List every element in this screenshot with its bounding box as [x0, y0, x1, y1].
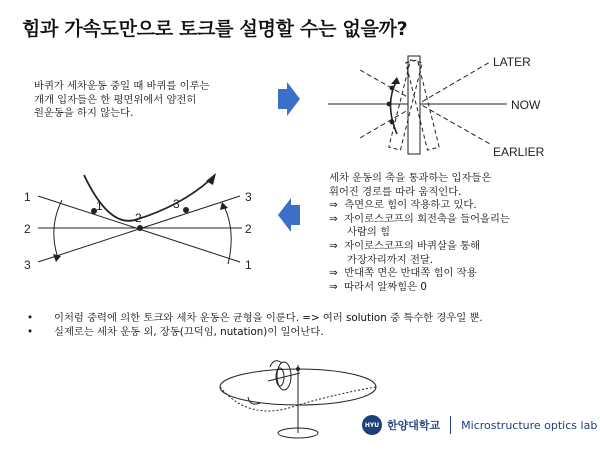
implication-item: ⇒ 자이로스코프의 바퀴살을 통해 [329, 239, 481, 252]
lab-name: Microstructure optics lab [461, 418, 598, 432]
particle-dot [390, 86, 395, 91]
wheel-now [408, 56, 420, 154]
list-item: • 이처럼 중력에 의한 토크와 세차 운동은 균형을 이룬다. => 여러 solution 중 특수한 경우일 뿐. [27, 312, 483, 324]
implication-item: ⇒ 반대쪽 면은 반대쪽 힘이 작용 [329, 267, 477, 280]
label-right-3: 3 [245, 190, 252, 204]
label-right-1: 1 [245, 258, 252, 272]
implication-item: ⇒ 측면으로 힘이 작용하고 있다. [329, 199, 477, 212]
arc-right [224, 206, 231, 264]
implication-item: ⇒ 따라서 알짜힘은 0 [329, 280, 427, 293]
right-arrow-icon [278, 82, 300, 116]
point-3 [183, 207, 189, 213]
now-label: NOW [511, 98, 541, 112]
particle-dot [390, 120, 395, 125]
earlier-line [360, 70, 490, 144]
bullet-list [27, 311, 483, 339]
point-2 [137, 225, 143, 231]
particle-curve [84, 175, 210, 221]
particle-dot [387, 102, 392, 107]
path-explanation-text: 세차 운동의 축을 통과하는 입자들은 휘어진 경로를 따라 움직인다. ⇒ 측면으로 힘이 작용하고 있다. ⇒ 자이로스코프의 회전축을 들어올리는 사람의 힘 ⇒ 자이로스코프의 바퀴살을 통해 가장자리까지 전달. ⇒ 반대쪽 면은 반대쪽 힘이 작용 ⇒ 따라서 알짜힘은 0 [329, 172, 510, 293]
divider [450, 416, 451, 434]
footer-logo [362, 415, 597, 435]
later-label: LATER [493, 55, 531, 69]
label-left-1: 1 [24, 190, 31, 204]
label-point-3: 3 [173, 197, 180, 211]
earlier-label: EARLIER [493, 145, 545, 159]
label-left-2: 2 [24, 222, 31, 236]
later-line [360, 62, 490, 138]
label-right-2: 2 [245, 222, 252, 236]
arc-left [54, 200, 62, 258]
list-item: • 실제로는 세차 운동 외, 장동(끄덕임, nutation)이 일어난다. [27, 326, 324, 338]
implication-item: ⇒ 자이로스코프의 회전축을 들어올리는 [329, 212, 510, 225]
page-title: 힘과 가속도만으로 토크를 설명할 수는 없을까? [22, 18, 408, 40]
label-left-3: 3 [24, 258, 31, 272]
left-arrow-icon [278, 198, 300, 232]
label-point-1: 1 [96, 199, 103, 213]
wheel-tilt-diagram [300, 52, 600, 167]
university-name: 한양대학교 [387, 419, 441, 432]
wheel-explanation-text: 바퀴가 세차운동 중일 때 바퀴를 이루는 개개 입자들은 한 평면위에서 얌전히 원운동을 하지 않는다. [34, 80, 210, 120]
label-point-2: 2 [135, 211, 142, 225]
university-emblem-icon: HYU [362, 415, 382, 435]
curved-path-diagram [20, 170, 280, 280]
